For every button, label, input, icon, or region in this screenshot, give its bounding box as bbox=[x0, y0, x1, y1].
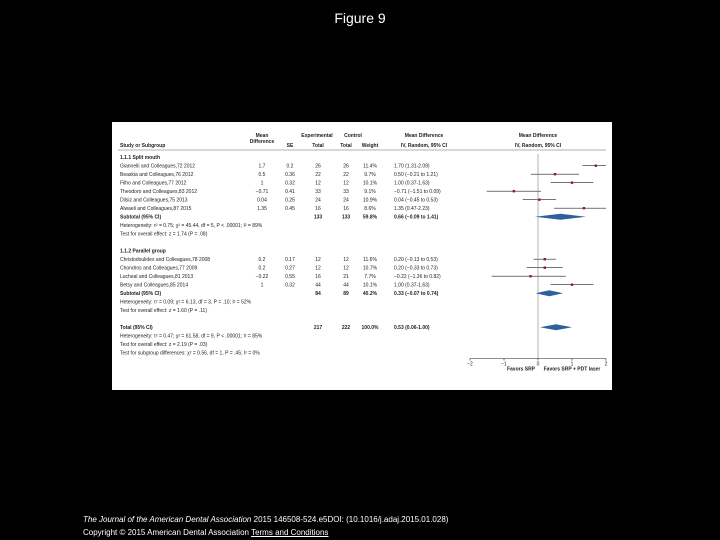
row-4-ci: −0.71 (−1.51 to 0.09) bbox=[394, 189, 441, 195]
row-4-exp-total: 33 bbox=[315, 189, 321, 195]
row-5-point-estimate bbox=[538, 199, 540, 201]
row-5-md: 0.04 bbox=[257, 197, 267, 204]
row-12-ci: 0.20 (−0.13 to 0.53) bbox=[394, 257, 438, 263]
row-13-weight: 10.7% bbox=[362, 265, 378, 272]
header-plot-mean-difference: Mean Difference bbox=[518, 133, 558, 139]
x-tick-label-2: 0 bbox=[536, 361, 540, 368]
row-20-weight: 100.0% bbox=[361, 325, 379, 331]
row-14-exp-total: 16 bbox=[315, 274, 321, 280]
row-4-label: Theodoro and Colleagues,83 2012 bbox=[120, 189, 198, 195]
row-2-point-estimate bbox=[554, 173, 556, 175]
row-16-ci: 0.33 (−0.07 to 0.74) bbox=[394, 291, 439, 297]
x-tick-label-3: 1 bbox=[570, 361, 574, 368]
row-0-group-header: 1.1.1 Split mouth bbox=[120, 155, 161, 161]
header-plot-ci: IV, Random, 95% CI bbox=[514, 143, 562, 149]
row-2-md: 0.5 bbox=[258, 172, 266, 178]
row-7-weight: 59.8% bbox=[362, 214, 378, 221]
x-tick-label-1: −1 bbox=[501, 361, 507, 368]
row-7-ctrl-total: 133 bbox=[341, 214, 351, 221]
row-1-ci: 1.70 (1.31-2.09) bbox=[394, 163, 430, 170]
row-5-ctrl-total: 24 bbox=[343, 197, 349, 204]
citation-line bbox=[83, 515, 448, 524]
row-5-se: 0.25 bbox=[285, 197, 295, 204]
row-13-label: Chondros and Colleagues,77 2009 bbox=[120, 265, 198, 272]
row-6-ci: 1.35 (0.47-2.23) bbox=[394, 206, 430, 212]
row-6-weight: 8.6% bbox=[364, 206, 376, 212]
citation-text: 2015 146508-524.e5DOI: (10.1016/j.adaj.2015.01.028) bbox=[251, 515, 449, 524]
row-9-note: Test for overall effect: z = 1.74 (P = .08) bbox=[120, 231, 208, 238]
row-12-exp-total: 12 bbox=[315, 257, 321, 263]
terms-link[interactable]: Terms and Conditions bbox=[251, 528, 329, 537]
row-12-ctrl-total: 12 bbox=[343, 257, 349, 263]
row-2-ci: 0.50 (−0.21 to 1.21) bbox=[394, 172, 438, 178]
x-tick-label-4: 2 bbox=[604, 361, 608, 368]
row-4-ctrl-total: 33 bbox=[343, 189, 349, 195]
x-tick-label-0: −2 bbox=[467, 361, 473, 368]
header-ci: IV, Random, 95% CI bbox=[400, 143, 448, 149]
row-14-point-estimate bbox=[529, 275, 531, 277]
row-2-se: 0.36 bbox=[285, 172, 295, 178]
header-study: Study or Subgroup bbox=[120, 143, 166, 149]
row-6-ctrl-total: 16 bbox=[343, 206, 349, 212]
row-3-point-estimate bbox=[571, 182, 573, 184]
row-20-diamond bbox=[540, 324, 572, 330]
row-15-exp-total: 44 bbox=[315, 282, 321, 289]
row-2-exp-total: 22 bbox=[315, 172, 321, 178]
row-15-label: Betsy and Colleagues,85 2014 bbox=[120, 282, 189, 289]
row-3-se: 0.32 bbox=[285, 180, 295, 187]
row-3-label: Filho and Colleagues,77 2012 bbox=[120, 180, 187, 187]
row-12-md: 0.2 bbox=[258, 257, 266, 263]
row-6-md: 1.35 bbox=[257, 206, 267, 212]
row-5-weight: 10.9% bbox=[362, 197, 378, 204]
row-6-point-estimate bbox=[583, 207, 585, 209]
header-weight: Weight bbox=[361, 143, 379, 149]
header-ctrl-total: Total bbox=[340, 143, 352, 149]
row-3-exp-total: 12 bbox=[315, 180, 321, 187]
row-13-ci: 0.20 (−0.33 to 0.73) bbox=[394, 265, 438, 272]
row-23-note: Test for subgroup differences: χ² = 0.56, df = 1, P = .45; I² = 0% bbox=[120, 350, 260, 357]
row-16-diamond bbox=[536, 290, 564, 296]
row-1-se: 0.2 bbox=[286, 163, 294, 170]
row-3-ctrl-total: 12 bbox=[343, 180, 349, 187]
row-16-weight: 40.2% bbox=[362, 291, 378, 297]
row-14-label: Lucheal and Colleagues,81 2013 bbox=[120, 274, 194, 280]
figure-title: Figure 9 bbox=[334, 10, 386, 26]
row-16-label: Subtotal (95% CI) bbox=[120, 291, 162, 297]
row-6-exp-total: 16 bbox=[315, 206, 321, 212]
row-7-exp-total: 133 bbox=[313, 214, 323, 221]
row-12-se: 0.17 bbox=[285, 257, 295, 263]
row-12-label: Christodoulides and Colleagues,78 2008 bbox=[120, 257, 211, 263]
row-15-point-estimate bbox=[571, 284, 573, 286]
row-7-label: Subtotal (95% CI) bbox=[120, 214, 162, 221]
row-6-se: 0.45 bbox=[285, 206, 295, 212]
row-2-ctrl-total: 22 bbox=[343, 172, 349, 178]
journal-name: The Journal of the American Dental Association bbox=[83, 515, 252, 524]
row-22-note: Test for overall effect: z = 2.19 (P = .03) bbox=[120, 342, 208, 348]
row-13-se: 0.27 bbox=[285, 265, 295, 272]
copyright-text: Copyright © 2015 American Dental Association bbox=[83, 528, 252, 537]
row-4-md: −0.71 bbox=[255, 189, 269, 195]
row-4-point-estimate bbox=[513, 190, 515, 192]
row-13-ctrl-total: 12 bbox=[343, 265, 349, 272]
header-se: SE bbox=[286, 143, 294, 149]
row-13-md: 0.2 bbox=[258, 265, 266, 272]
row-1-label: Giannelli and Colleagues,72 2012 bbox=[120, 163, 196, 170]
row-14-md: −0.22 bbox=[255, 274, 269, 280]
row-20-exp-total: 217 bbox=[313, 325, 323, 331]
row-16-exp-total: 84 bbox=[315, 291, 321, 297]
row-21-note: Heterogeneity: τ² = 0.47; χ² = 61.58, df = 9, P < .00001; I² = 85% bbox=[120, 333, 263, 340]
header-experimental: Experimental bbox=[301, 133, 333, 139]
row-12-weight: 11.6% bbox=[363, 257, 377, 263]
row-8-note: Heterogeneity: τ² = 0.75; χ² = 45.44, df = 5, P < .00001; I² = 89% bbox=[120, 223, 263, 229]
row-15-se: 0.32 bbox=[285, 282, 295, 289]
row-17-note: Heterogeneity: τ² = 0.09; χ² = 6.13, df = 3, P = .10; I² = 52% bbox=[120, 299, 252, 306]
row-13-point-estimate bbox=[544, 267, 546, 269]
favors-left-label: Favors SRP bbox=[506, 366, 536, 373]
row-7-ci: 0.66 (−0.09 to 1.41) bbox=[394, 214, 439, 221]
forest-plot bbox=[112, 122, 612, 390]
row-15-md: 1 bbox=[260, 282, 264, 289]
row-2-label: Beaskia and Colleagues,76 2012 bbox=[120, 172, 194, 178]
row-15-weight: 10.1% bbox=[362, 282, 378, 289]
row-5-label: Dilsiz and Colleagues,75 2013 bbox=[120, 197, 188, 204]
row-14-se: 0.55 bbox=[285, 274, 295, 280]
row-1-point-estimate bbox=[595, 165, 597, 167]
row-1-ctrl-total: 26 bbox=[343, 163, 349, 170]
row-3-md: 1 bbox=[260, 180, 264, 187]
copyright-line bbox=[83, 528, 328, 537]
row-6-label: Alwaeli and Colleagues,87 2015 bbox=[120, 206, 192, 212]
row-15-ci: 1.00 (0.37-1.63) bbox=[394, 282, 430, 289]
row-15-ctrl-total: 44 bbox=[343, 282, 349, 289]
row-3-ci: 1.00 (0.37-1.63) bbox=[394, 180, 430, 187]
row-3-weight: 10.1% bbox=[362, 180, 378, 187]
row-20-label: Total (95% CI) bbox=[120, 325, 153, 331]
header-control: Control bbox=[344, 133, 362, 139]
header-mean-difference: Mean Difference bbox=[404, 133, 444, 139]
row-1-exp-total: 26 bbox=[315, 163, 321, 170]
favors-right-label: Favors SRP + PDT laser bbox=[543, 366, 601, 373]
row-7-diamond bbox=[535, 214, 586, 220]
row-20-ci: 0.53 (0.06-1.00) bbox=[394, 325, 430, 331]
row-5-exp-total: 24 bbox=[315, 197, 321, 204]
header-mean-diff-line2: Difference bbox=[249, 139, 275, 145]
row-20-ctrl-total: 222 bbox=[341, 325, 351, 331]
row-1-weight: 11.4% bbox=[363, 163, 377, 170]
row-11-group-header: 1.1.2 Parallel group bbox=[120, 248, 166, 255]
row-16-ctrl-total: 89 bbox=[343, 291, 349, 297]
row-14-weight: 7.7% bbox=[364, 274, 376, 280]
row-14-ctrl-total: 21 bbox=[343, 274, 349, 280]
row-2-weight: 9.7% bbox=[364, 172, 376, 178]
forest-plot-figure bbox=[112, 122, 612, 390]
row-4-weight: 9.1% bbox=[364, 189, 376, 195]
header-mean-diff-line1: Mean bbox=[255, 133, 269, 139]
row-1-md: 1.7 bbox=[258, 163, 266, 170]
row-14-ci: −0.22 (−1.36 to 0.82) bbox=[394, 274, 441, 280]
row-4-se: 0.41 bbox=[285, 189, 295, 195]
row-18-note: Test for overall effect: z = 1.60 (P = .11) bbox=[120, 308, 207, 314]
row-13-exp-total: 12 bbox=[315, 265, 321, 272]
header-exp-total: Total bbox=[312, 143, 324, 149]
row-12-point-estimate bbox=[544, 258, 546, 260]
row-5-ci: 0.04 (−0.45 to 0.53) bbox=[394, 197, 438, 204]
